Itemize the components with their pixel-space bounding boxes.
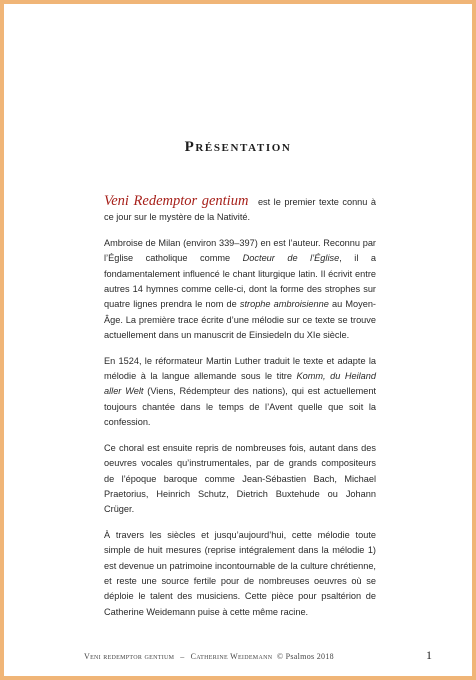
text-run: En 1524, le réformateur Martin Luther traduit le texte et adapte la mélodie à la langue allemande sous le titre — [104, 355, 376, 382]
paragraph-ambroise — [104, 236, 376, 344]
footer-author: Catherine Weidemann — [190, 652, 273, 661]
page-footer — [84, 652, 334, 661]
lead-title: Veni Redemptor gentium — [104, 193, 249, 209]
paragraph-luther — [104, 354, 376, 431]
italic-run: strophe ambroisienne — [239, 299, 329, 310]
italic-run: Komm, du Heiland aller Welt — [104, 371, 377, 397]
intro-text: est le premier texte connu à ce jour sur le mystère de la Nativité. — [104, 197, 376, 223]
text-run: , il a fondamentalement influencé le chant liturgique latin. Il écrivit entre autres 14 hymnes comme celle-ci, dont la forme des strophes sur quatre lignes prendra le nom de — [104, 253, 376, 310]
footer-separator: – — [180, 652, 185, 661]
text-run: Ambroise de Milan (environ 339–397) en est l’auteur. Reconnu par l’Église catholique comme — [104, 237, 376, 264]
paragraph-choral: Ce choral est ensuite repris de nombreuses fois, autant dans des oeuvres vocales qu’instrumentales, par de grands compositeurs de l’époque baroque comme Jean-Sébastien Bach, Michael Praetorius, Heinrich Schutz, Dietrich Buxtehude ou Johann Crüger. — [104, 442, 376, 515]
footer-copyright: © Psalmos 2018 — [276, 652, 334, 661]
paragraph-heritage: À travers les siècles et jusqu’aujourd’hui, cette mélodie toute simple de huit mesures (reprise intégralement dans la mélodie 1) est devenue un patrimoine incontournable de la culture chrétienne, et reste une source fertile pour de nombreuses oeuvres où se déploie le talent des musiciens. Cette pièce pour psaltérion de Catherine Weidemann puise à cette même racine. — [104, 529, 376, 617]
text-run: au Moyen-Âge. La première trace écrite d’une mélodie sur ce texte se trouve actuellement dans un manuscrit de Einsiedeln du XIe siècle. — [104, 299, 376, 341]
body-text — [104, 194, 376, 630]
intro-paragraph — [104, 194, 376, 226]
page-title: Présentation — [184, 139, 292, 155]
document-page — [4, 4, 472, 676]
italic-run: Docteur de l’Église — [242, 253, 340, 264]
footer-work: Veni redemptor gentium — [84, 652, 175, 661]
page-number: 1 — [426, 648, 432, 662]
text-run: (Viens, Rédempteur des nations), qui est actuellement toujours chantée dans le temps de l’Avent quelle que soit la confession. — [104, 386, 377, 428]
